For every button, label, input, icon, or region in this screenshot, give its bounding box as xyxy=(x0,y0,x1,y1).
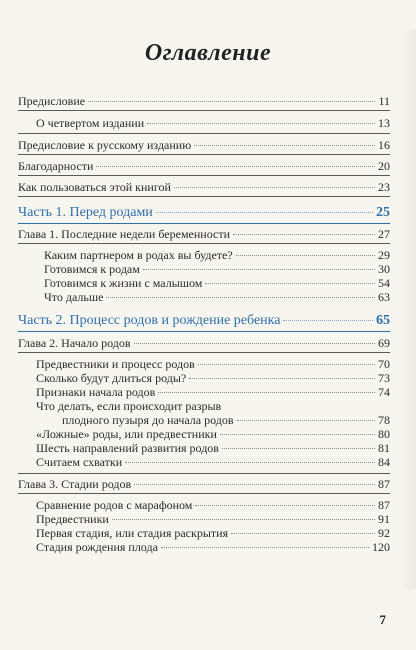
toc-entry[interactable]: Предвестники 91 xyxy=(36,512,390,526)
toc-entry-acknowledgements[interactable]: Благодарности 20 xyxy=(18,159,390,173)
toc-chapter-1[interactable]: Глава 1. Последние недели беременности 27 xyxy=(18,227,390,241)
toc-rule xyxy=(18,196,390,197)
toc-entry[interactable]: Готовимся к родам 30 xyxy=(44,262,390,276)
toc-entry[interactable]: Сколько будут длиться роды? 73 xyxy=(36,371,390,385)
toc-entry[interactable]: Что делать, если происходит разрыв xyxy=(36,399,222,413)
toc-entry[interactable]: Каким партнером в родах вы будете? 29 xyxy=(44,248,390,262)
toc-rule xyxy=(18,110,390,111)
toc-entry-fourth-edition[interactable]: О четвертом издании 13 xyxy=(36,116,390,130)
toc-part-rule xyxy=(18,331,390,332)
toc-entry[interactable]: Готовимся к жизни с малышом 54 xyxy=(44,276,390,290)
toc-title: Оглавление xyxy=(144,40,272,66)
toc-entry[interactable]: Что дальше 63 xyxy=(44,290,390,304)
toc-entry-preface[interactable]: Предисловие 11 xyxy=(18,94,390,108)
toc-rule xyxy=(18,154,390,155)
toc-rule xyxy=(18,473,390,474)
toc-entry-russian-preface[interactable]: Предисловие к русскому изданию 16 xyxy=(18,138,390,152)
toc-rule xyxy=(18,243,390,244)
toc-entry[interactable]: плодного пузыря до начала родов 78 xyxy=(62,413,390,427)
toc-part-rule xyxy=(18,223,390,224)
toc-entry[interactable]: Шесть направлений развития родов 81 xyxy=(36,441,390,455)
toc-entry-how-to-use[interactable]: Как пользоваться этой книгой 23 xyxy=(18,180,390,194)
page-number: 7 xyxy=(379,612,386,627)
toc-part-1[interactable]: Часть 1. Перед родами 25 xyxy=(18,205,390,220)
toc-part-2[interactable]: Часть 2. Процесс родов и рождение ребенка 65 xyxy=(18,313,390,328)
toc-rule xyxy=(18,175,390,176)
toc-entry[interactable]: Стадия рождения плода 120 xyxy=(36,540,390,554)
toc-chapter-3[interactable]: Глава 3. Стадии родов 87 xyxy=(18,477,390,491)
toc-rule xyxy=(18,352,390,353)
toc-chapter-2[interactable]: Глава 2. Начало родов 69 xyxy=(18,336,390,350)
page-bleed-shadow xyxy=(398,30,416,590)
toc-rule xyxy=(18,493,390,494)
toc-rule xyxy=(18,133,390,134)
toc-entry[interactable]: Сравнение родов с марафоном 87 xyxy=(36,498,390,512)
toc-entry[interactable]: Считаем схватки 84 xyxy=(36,455,390,469)
toc-entry[interactable]: Предвестники и процесс родов 70 xyxy=(36,357,390,371)
toc-entry[interactable]: Признаки начала родов 74 xyxy=(36,385,390,399)
toc-entry[interactable]: «Ложные» роды, или предвестники 80 xyxy=(36,427,390,441)
toc-entry[interactable]: Первая стадия, или стадия раскрытия 92 xyxy=(36,526,390,540)
